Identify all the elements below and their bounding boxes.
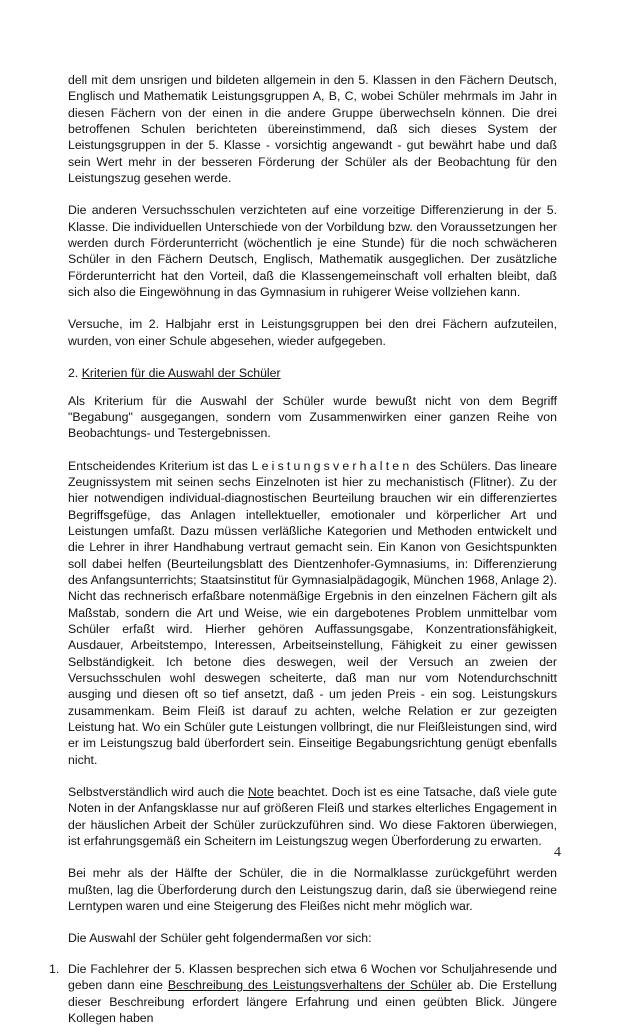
list-item-underlined: Beschreibung des Leistungsverhaltens der Schüler [167, 978, 452, 993]
section-title: Kriterien für die Auswahl der Schüler [81, 366, 281, 381]
paragraph-other-schools: Die anderen Versuchsschulen verzichteten auf eine vorzeitige Differenzierung in der 5. Klasse. Die individuellen Unterschiede von der Vorbildung bzw. den Voraussetzungen her werden durch Förderunterricht (wöchentlich je eine Stunde) für die noch schwächeren Schüler in den Fächern Deutsch, Englisch, Mathematik ausgeglichen. Der zusätzliche Förderunterricht hat den Vorteil, daß die Klassengemeinschaft voll erhalten bleibt, daß sich also die Eingewöhnung in das Gymnasium in ruhigerer Weise vollziehen kann. [68, 203, 557, 300]
section-number: 2. [68, 366, 79, 381]
paragraph-grade [68, 784, 557, 849]
decisive-lead: Entscheidendes Kriterium ist das [68, 458, 248, 473]
list-item-rest: ab. Die Erstellung dieser Beschreibung erfordert längere Erfahrung und einen geübten Blick. Jüngere Kollegen haben [68, 978, 558, 1025]
selection-steps-list [49, 961, 558, 1026]
page-number: 4 [554, 845, 561, 860]
spaced-term: Leistungsverhalten [251, 458, 413, 473]
list-item-number: 1. [49, 961, 60, 976]
grade-underlined-term: Note [247, 785, 274, 800]
document-page [49, 72, 558, 1026]
grade-lead: Selbstverständlich wird auch die [68, 785, 245, 800]
grade-rest: beachtet. Doch ist es eine Tatsache, daß viele gute Noten in der Anfangsklasse nur auf größeren Fleiß und starkes elterliches Engagement in der häuslichen Arbeit der Schüler zurückzuführen sind. Wo diese Faktoren überwiegen, ist erfahrungsgemäß ein Scheitern im Leistungszug wegen Überforderung zu erwarten. [68, 785, 557, 849]
paragraph-decisive-criterion [68, 458, 557, 769]
decisive-rest: des Schülers. Das lineare Zeugnissystem mit seinen sechs Einzelnoten ist hier zu mechanistisch (Flitner). Zu der hier notwendigen individual-diagnostischen Beurteilung brauchen wir ein differenziertes Begriffsgefüge, das Anlagen intellektueller, emotionaler und körperlicher Art und Leistungen umfaßt. Dazu müssen verläßliche Kategorien und Methoden entwickelt und die Lehrer in ihrer Handhabung vertraut gemacht sein. Ein Kanon von Gesichtspunkten soll dabei helfen (Beurteilungsblatt des Dientzenhofer-Gymnasiums, in: Differenzierung des Anfangsunterrichts; Staatsinstitut für Gymnasialpädagogik, München 1968, Anlage 2). Nicht das rechnerisch erfaßbare notenmäßige Ergebnis in den einzelnen Fächern gilt als Maßstab, sondern die Art und Weise, wie ein dargebotenes Problem unmittelbar vom Schüler erfaßt wird. Hierher gehören Auffassungsgabe, Konzentrationsfähigkeit, Ausdauer, Arbeitstempo, Interessen, Arbeitseinstellung, Fähigkeit zu einer gewissen Selbständigkeit. Ich betone dies deswegen, weil der Versuch an zweien der Versuchsschulen wohl deswegen scheiterte, daß man nur vom Notendurchschnitt ausging und diesen oft so tief ansetzt, daß - um jeden Preis - ein sog. Leistungskurs zusammenkam. Beim Fleiß ist darauf zu achten, welche Relation er zur gezeigten Leistung hat. Wo ein Schüler gute Leistungen vollbringt, die nur Fleißleistungen sind, wird er im Leistungszug bald überfordert sein. Einseitige Begabungsrichtung genügt ebenfalls nicht. [68, 458, 557, 767]
paragraph-second-half-year: Versuche, im 2. Halbjahr erst in Leistungsgruppen bei den drei Fächern aufzuteilen, wurden, von einer Schule abgesehen, wieder aufgegeben. [68, 317, 557, 348]
list-item-text [68, 961, 557, 1026]
paragraph-performance-groups: dell mit dem unsrigen und bildeten allgemein in den 5. Klassen in den Fächern Deutsch, Englisch und Mathematik Leistungsgruppen A, B, C, wobei Schüler mehrmals im Jahr in diesen Fächern von der einen in die andere Gruppe überwechseln können. Die drei betroffenen Schulen berichteten übereinstimmend, daß sich dieses System der Leistungsgruppen in der 5. Klasse - vorsichtig angewandt - gut bewährt habe und daß sein Wert mehr in der besseren Förderung der Schüler als der Beobachtung für den Leistungszug gesehen werde. [68, 73, 557, 186]
selection-intro: Die Auswahl der Schüler geht folgendermaßen vor sich: [68, 931, 372, 946]
section-heading [68, 365, 557, 381]
list-item [49, 961, 557, 1026]
paragraph-criteria: Als Kriterium für die Auswahl der Schüler wurde bewußt nicht von dem Begriff "Begabung" ausgegangen, sondern vom Zusammenwirken einer ganzen Reihe von Beobachtungs- und Testergebnissen. [68, 393, 557, 441]
paragraph-overload: Bei mehr als der Hälfte der Schüler, die in die Normalklasse zurückgeführt werden mußten, lag die Überforderung durch den Leistungszug darin, daß sie überwiegend reine Lerntypen waren und eine Steigerung des Fleißes nicht mehr möglich war. [68, 866, 557, 914]
list-item-lead: Die Fachlehrer der 5. Klassen besprechen sich etwa 6 Wochen vor Schuljahresende und geben dann eine [68, 961, 557, 993]
